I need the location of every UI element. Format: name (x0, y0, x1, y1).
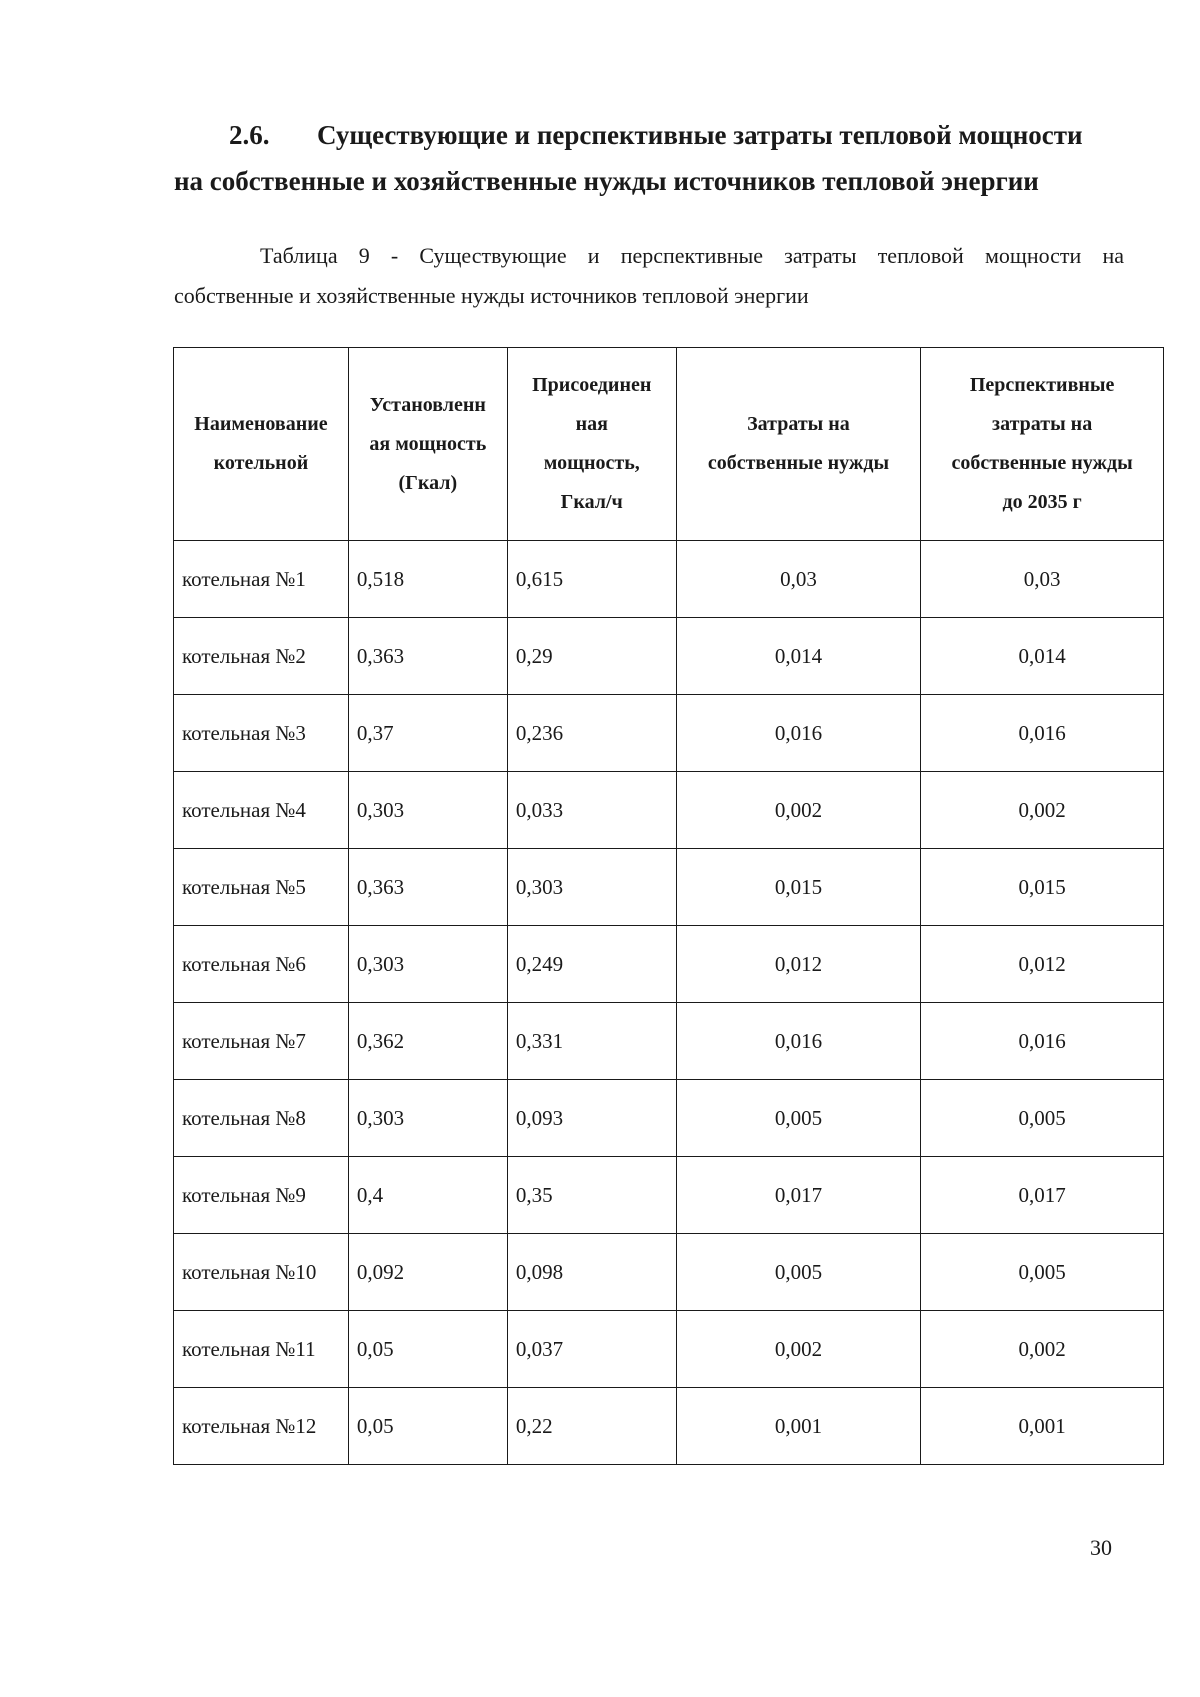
boiler-name-cell: котельная №6 (174, 926, 349, 1003)
installed-capacity-cell: 0,518 (348, 541, 507, 618)
header-connected-capacity (507, 348, 676, 541)
future-own-needs-cell: 0,016 (921, 1003, 1164, 1080)
header-line: собственные нужды (707, 452, 890, 474)
installed-capacity-cell: 0,363 (348, 849, 507, 926)
table-body (174, 541, 1164, 1465)
table-row (174, 695, 1164, 772)
table-row (174, 1157, 1164, 1234)
header-future-own-needs (921, 348, 1164, 541)
own-needs-cell: 0,012 (676, 926, 921, 1003)
future-own-needs-cell: 0,001 (921, 1388, 1164, 1465)
header-boiler-name (174, 348, 349, 541)
installed-capacity-cell: 0,303 (348, 772, 507, 849)
installed-capacity-cell: 0,37 (348, 695, 507, 772)
connected-capacity-cell: 0,615 (507, 541, 676, 618)
header-line: Присоединен (532, 374, 652, 396)
installed-capacity-cell: 0,363 (348, 618, 507, 695)
table-row (174, 1388, 1164, 1465)
connected-capacity-cell: 0,35 (507, 1157, 676, 1234)
table-caption-line1: Таблица 9 - Существующие и перспективные затраты тепловой мощности на (260, 243, 1124, 268)
own-needs-cell: 0,002 (676, 772, 921, 849)
header-line: Перспективные (969, 374, 1115, 396)
own-needs-cell: 0,001 (676, 1388, 921, 1465)
table-row (174, 926, 1164, 1003)
installed-capacity-cell: 0,362 (348, 1003, 507, 1080)
installed-capacity-cell: 0,05 (348, 1311, 507, 1388)
table-row (174, 1003, 1164, 1080)
future-own-needs-cell: 0,014 (921, 618, 1164, 695)
boiler-name-cell: котельная №1 (174, 541, 349, 618)
table-caption-line2: собственные и хозяйственные нужды источников тепловой энергии (174, 283, 809, 308)
boiler-name-cell: котельная №11 (174, 1311, 349, 1388)
installed-capacity-cell: 0,05 (348, 1388, 507, 1465)
connected-capacity-cell: 0,331 (507, 1003, 676, 1080)
table-header-row (174, 348, 1164, 541)
data-table (173, 347, 1164, 1465)
header-line: ная (575, 413, 608, 435)
connected-capacity-cell: 0,037 (507, 1311, 676, 1388)
header-line: котельной (213, 452, 309, 474)
table-row (174, 1234, 1164, 1311)
connected-capacity-cell: 0,093 (507, 1080, 676, 1157)
table-row (174, 1311, 1164, 1388)
future-own-needs-cell: 0,012 (921, 926, 1164, 1003)
header-line: Наименование (194, 413, 328, 435)
own-needs-cell: 0,014 (676, 618, 921, 695)
connected-capacity-cell: 0,29 (507, 618, 676, 695)
own-needs-cell: 0,016 (676, 695, 921, 772)
header-line: Установленн (369, 393, 486, 416)
installed-capacity-cell: 0,303 (348, 1080, 507, 1157)
connected-capacity-cell: 0,098 (507, 1234, 676, 1311)
boiler-name-cell: котельная №4 (174, 772, 349, 849)
connected-capacity-cell: 0,303 (507, 849, 676, 926)
boiler-name-cell: котельная №2 (174, 618, 349, 695)
boiler-name-cell: котельная №3 (174, 695, 349, 772)
own-needs-cell: 0,015 (676, 849, 921, 926)
own-needs-cell: 0,016 (676, 1003, 921, 1080)
boiler-name-cell: котельная №10 (174, 1234, 349, 1311)
boiler-name-cell: котельная №8 (174, 1080, 349, 1157)
table-row (174, 772, 1164, 849)
header-line: (Гкал) (398, 471, 458, 494)
table-caption (174, 236, 1124, 316)
section-title-line2: на собственные и хозяйственные нужды источников тепловой энергии (174, 166, 1039, 196)
header-line: до 2035 г (1002, 491, 1082, 513)
connected-capacity-cell: 0,249 (507, 926, 676, 1003)
future-own-needs-cell: 0,016 (921, 695, 1164, 772)
header-line: Затраты на (747, 413, 850, 435)
installed-capacity-cell: 0,092 (348, 1234, 507, 1311)
table-row (174, 618, 1164, 695)
connected-capacity-cell: 0,22 (507, 1388, 676, 1465)
own-needs-cell: 0,03 (676, 541, 921, 618)
future-own-needs-cell: 0,03 (921, 541, 1164, 618)
future-own-needs-cell: 0,005 (921, 1080, 1164, 1157)
header-line: Гкал/ч (560, 491, 623, 513)
connected-capacity-cell: 0,236 (507, 695, 676, 772)
table-row (174, 849, 1164, 926)
header-line: мощность, (543, 452, 640, 474)
own-needs-cell: 0,005 (676, 1080, 921, 1157)
table-row (174, 541, 1164, 618)
future-own-needs-cell: 0,015 (921, 849, 1164, 926)
connected-capacity-cell: 0,033 (507, 772, 676, 849)
page-number: 30 (1090, 1535, 1112, 1560)
future-own-needs-cell: 0,002 (921, 1311, 1164, 1388)
future-own-needs-cell: 0,005 (921, 1234, 1164, 1311)
boiler-name-cell: котельная №9 (174, 1157, 349, 1234)
header-line: ая мощность (369, 432, 487, 455)
header-installed-capacity (348, 348, 507, 541)
installed-capacity-cell: 0,4 (348, 1157, 507, 1234)
boiler-name-cell: котельная №5 (174, 849, 349, 926)
own-needs-cell: 0,017 (676, 1157, 921, 1234)
section-title-line1: Существующие и перспективные затраты тепловой мощности (317, 120, 1083, 150)
future-own-needs-cell: 0,002 (921, 772, 1164, 849)
installed-capacity-cell: 0,303 (348, 926, 507, 1003)
table-row (174, 1080, 1164, 1157)
boiler-name-cell: котельная №7 (174, 1003, 349, 1080)
own-needs-cell: 0,005 (676, 1234, 921, 1311)
boiler-name-cell: котельная №12 (174, 1388, 349, 1465)
section-heading (174, 112, 1124, 204)
own-needs-cell: 0,002 (676, 1311, 921, 1388)
header-own-needs (676, 348, 921, 541)
future-own-needs-cell: 0,017 (921, 1157, 1164, 1234)
header-line: собственные нужды (951, 452, 1133, 474)
section-number: 2.6. (229, 120, 270, 150)
header-line: затраты на (992, 413, 1093, 435)
